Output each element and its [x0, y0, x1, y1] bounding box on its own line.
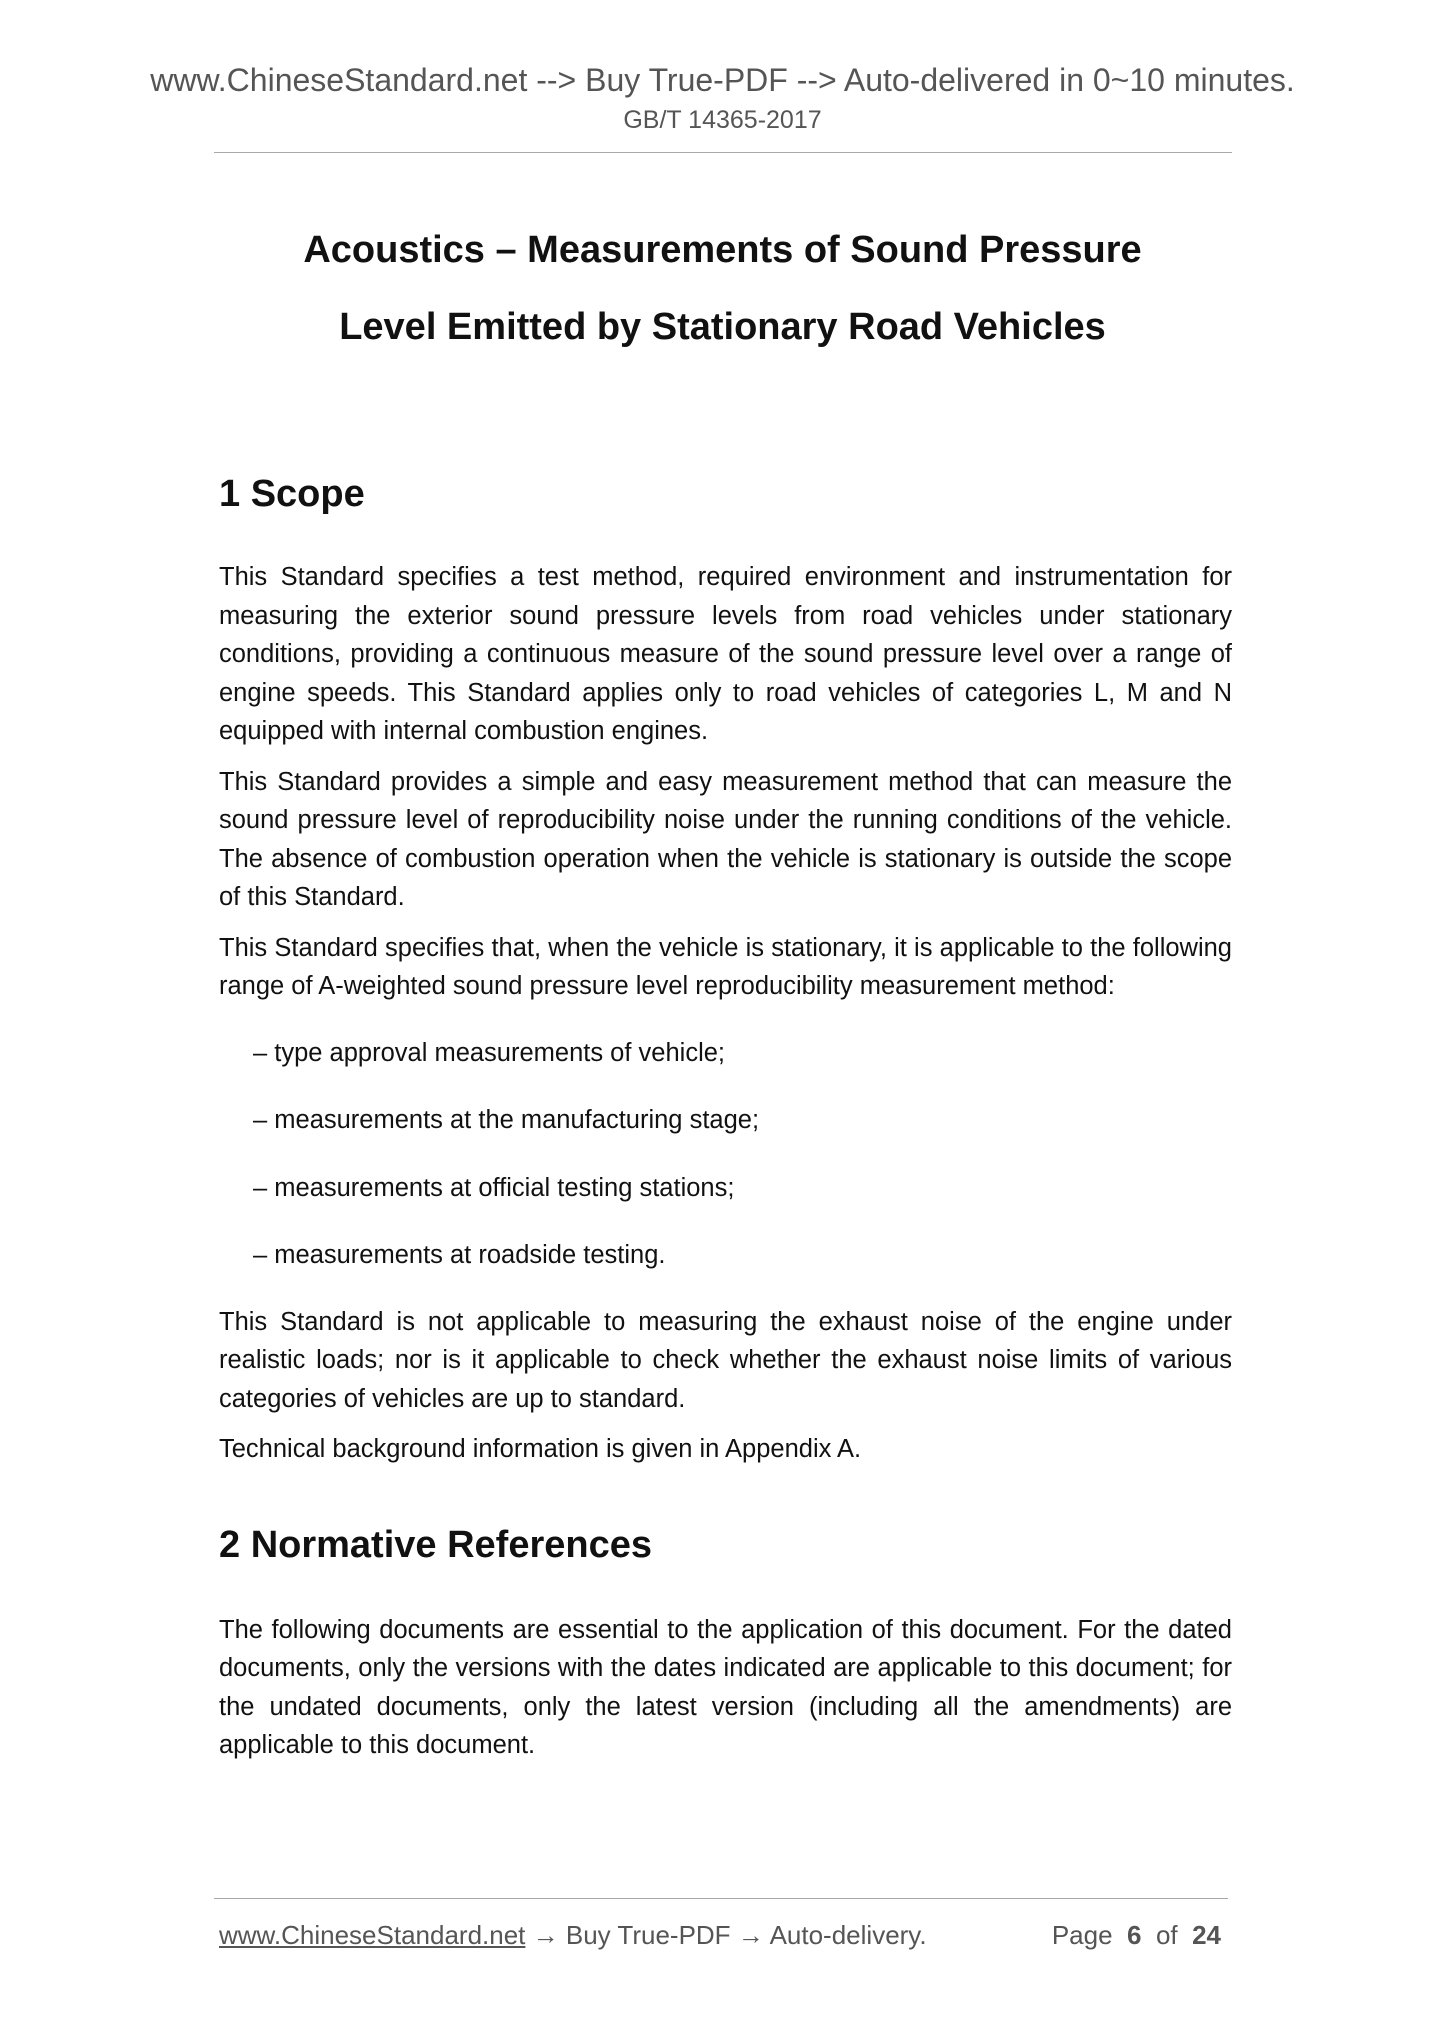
- section-1-heading: 1 Scope: [219, 473, 365, 515]
- title-line-1: Acoustics – Measurements of Sound Pressure: [303, 229, 1142, 271]
- header-divider: [214, 152, 1232, 153]
- scope-bullet: – type approval measurements of vehicle;: [253, 1038, 725, 1067]
- section-2-heading: 2 Normative References: [219, 1523, 652, 1566]
- title-line-2: Level Emitted by Stationary Road Vehicles: [339, 306, 1106, 348]
- scope-paragraph-1: This Standard specifies a test method, required environment and instrumentation for measuring the exterior sound pressure levels from road vehicles under stationary conditions, providing a continuous measure of the sound pressure level over a range of engine speeds. This Standard applies only to road vehicles of categories L, M and N equipped with internal combustion engines.: [219, 563, 1232, 745]
- footer-promo: [219, 1918, 927, 1952]
- page-number: 6: [1127, 1920, 1142, 1950]
- scope-bullet: – measurements at roadside testing.: [253, 1241, 666, 1269]
- scope-paragraph-3: This Standard specifies that, when the vehicle is stationary, it is applicable to the following range of A-weighted sound pressure level reproducibility measurement method:: [219, 933, 1232, 1000]
- header-banner: www.ChineseStandard.net --> Buy True-PDF --> Auto-delivered in 0~10 minutes.: [150, 62, 1295, 98]
- standard-code: GB/T 14365-2017: [623, 106, 822, 134]
- scope-paragraph-2: This Standard provides a simple and easy measurement method that can measure the sound pressure level of reproducibility noise under the running conditions of the vehicle. The absence of combustion operation when the vehicle is stationary is outside the scope of this Standard.: [219, 767, 1232, 911]
- document-title: [0, 212, 1445, 366]
- scope-paragraph-4: This Standard is not applicable to measuring the exhaust noise of the engine under realistic loads; nor is it applicable to check whether the exhaust noise limits of various categories of vehicles are up to standard.: [219, 1307, 1232, 1413]
- scope-paragraph-5: Technical background information is given in Appendix A.: [219, 1435, 862, 1463]
- of-label: of: [1155, 1920, 1178, 1950]
- references-paragraph-1: The following documents are essential to the application of this document. For the dated documents, only the versions with the dates indicated are applicable to this document; for the undated documents, only the latest version (including all the amendments) are applicable to this document.: [219, 1615, 1232, 1759]
- page-total: 24: [1192, 1920, 1221, 1950]
- footer-divider: [214, 1898, 1228, 1899]
- footer-site-link[interactable]: www.ChineseStandard.net: [219, 1920, 526, 1950]
- scope-bullet: – measurements at the manufacturing stage;: [253, 1106, 760, 1134]
- footer-promo-text: → Buy True-PDF → Auto-delivery.: [525, 1920, 927, 1950]
- document-body: [219, 470, 1232, 1765]
- page-indicator: [1052, 1918, 1221, 1952]
- scope-bullet: – measurements at official testing stations;: [253, 1173, 735, 1202]
- page-label: Page: [1051, 1920, 1113, 1950]
